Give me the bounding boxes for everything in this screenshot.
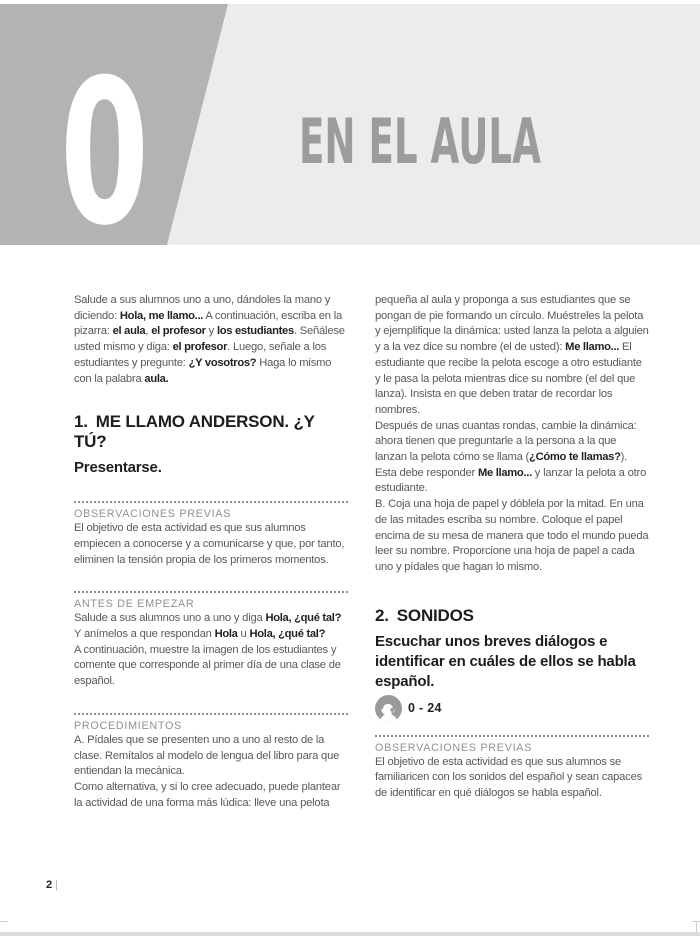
page-edge-mark	[0, 921, 8, 922]
section-antes-de-empezar	[74, 591, 348, 690]
paragraph: pequeña al aula y proponga a sus estudiantes que se pongan de pie formando un círculo. Muéstreles la pelota y ejemplifique la dinámica: usted lanza la pelota a alguien y a la vez dice su nombre (el de usted): Me llamo... El estudiante que recibe la pelota escoge a otro estudiante y le pasa la pelota mientras dice su nombre (el del que lanza). Insista en que deben tratar de recordar los nombres.	[375, 294, 649, 416]
chapter-title: EN EL AULA	[299, 105, 541, 178]
section-label: PROCEDIMIENTOS	[74, 719, 182, 732]
paragraph: A continuación, muestre la imagen de los estudiantes y comente que corresponde al primer día de una clase de español.	[74, 643, 341, 688]
section-observaciones-previas	[74, 501, 348, 568]
paragraph: Como alternativa, y si lo cree adecuado, puede plantear la actividad de una forma más lúdica: lleve una pelota	[74, 780, 341, 809]
chapter-banner	[0, 4, 700, 270]
section-procedimientos	[74, 713, 348, 812]
activity-1-heading	[74, 412, 348, 452]
paragraph: El objetivo de esta actividad es que sus alumnos se familiaricen con los sonidos del español y sean capaces de identificar en qué diálogos se habla español.	[375, 755, 642, 800]
page-footer	[46, 878, 58, 892]
track-range-label: 0 - 24	[408, 701, 442, 716]
paragraph: Salude a sus alumnos uno a uno y diga Hola, ¿qué tal? Y anímelos a que respondan Hola u Hola, ¿qué tal?	[74, 612, 342, 641]
page-edge-mark	[696, 921, 697, 932]
headphones-listening-icon	[375, 695, 402, 722]
activity-1-title: ME LLAMO ANDERSON. ¿Y TÚ?	[74, 412, 315, 452]
chapter-number: 0	[60, 37, 150, 270]
section-observaciones-previas	[375, 735, 649, 802]
page-bottom-edge	[0, 932, 700, 936]
left-column	[74, 293, 348, 811]
paragraph: El objetivo de esta actividad es que sus alumnos empiecen a conocerse y a comunicarse y que, por tanto, eliminen la tensión propia de los primeros momentos.	[74, 522, 345, 566]
section-label: ANTES DE EMPEZAR	[74, 598, 195, 611]
activity-2-subtitle: Escuchar unos breves diálogos e identificar en cuáles de ellos se habla español.	[375, 632, 636, 690]
activity-1-subtitle: Presentarse.	[74, 459, 162, 477]
audio-track-indicator	[375, 694, 649, 723]
right-column	[375, 293, 649, 802]
paragraph: A. Pídales que se presenten uno a uno al resto de la clase. Remítalos al modelo de lengua del libro para que entiendan la mecánica.	[74, 733, 340, 778]
intro-paragraph: Salude a sus alumnos uno a uno, dándoles la mano y diciendo: Hola, me llamo... A continuación, escriba en la pizarra: el aula, el profesor y los estudiantes. Señálese usted mismo y diga: el profesor. Luego, señale a los estudiantes y pregunte: ¿Y vosotros? Haga lo mismo con la palabra aula.	[74, 294, 345, 385]
section-label: OBSERVACIONES PREVIAS	[74, 508, 232, 521]
paragraph: Después de unas cuantas rondas, cambie la dinámica: ahora tienen que preguntarle a la persona a la que lanzan la pelota cómo se llama (¿Cómo te llamas?). Esta debe responder Me llamo... y lanzar la pelota a otro estudiante.	[375, 419, 647, 495]
activity-1-number: 1.	[74, 412, 88, 432]
section-label: OBSERVACIONES PREVIAS	[375, 741, 533, 754]
activity-2-heading	[375, 606, 649, 626]
page-number: 2	[46, 879, 53, 891]
page-number-separator: |	[55, 879, 58, 891]
activity-2-title: SONIDOS	[396, 605, 474, 625]
activity-2-number: 2.	[375, 605, 389, 625]
paragraph: B. Coja una hoja de papel y dóblela por la mitad. En una de las mitades escriba su nombre. Coloque el papel encima de su mesa de manera que todo el mundo pueda leer su nombre. Proporcione una hoja de papel a cada uno y pídales que hagan lo mismo.	[375, 498, 649, 573]
